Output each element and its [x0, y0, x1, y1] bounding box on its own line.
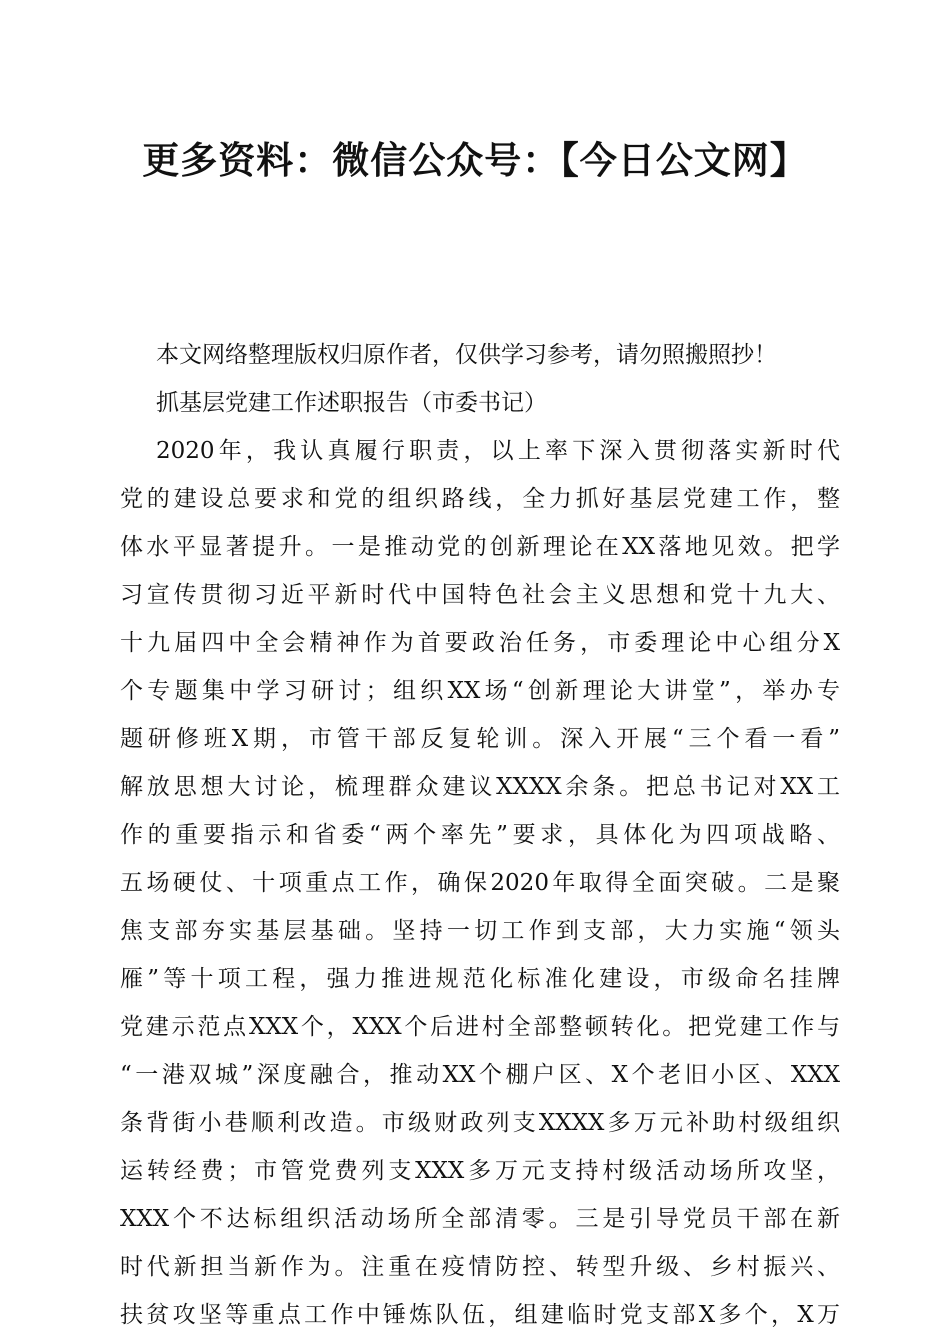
body-line: 党建示范点XXX个，XXX个后进村全部整顿转化。把党建工作与	[120, 1014, 840, 1040]
body-line: 个专题集中学习研讨；组织XX场“创新理论大讲堂”，举办专	[120, 678, 840, 704]
body-line: 运转经费；市管党费列支XXX多万元支持村级活动场所攻坚，	[120, 1158, 840, 1184]
body-line: 党的建设总要求和党的组织路线，全力抓好基层党建工作，整	[120, 486, 840, 512]
body-line: 体水平显著提升。一是推动党的创新理论在XX落地见效。把学	[120, 534, 840, 560]
report-subtitle: 抓基层党建工作述职报告（市委书记）	[156, 390, 547, 416]
body-line: 解放思想大讨论，梳理群众建议XXXX余条。把总书记对XX工	[120, 774, 840, 800]
body-line: 五场硬仗、十项重点工作，确保2020年取得全面突破。二是聚	[120, 870, 840, 896]
body-line: 2020年，我认真履行职责，以上率下深入贯彻落实新时代	[156, 438, 840, 464]
body-line: “一港双城”深度融合，推动XX个棚户区、X个老旧小区、XXX	[120, 1062, 840, 1088]
body-line: 十九届四中全会精神作为首要政治任务，市委理论中心组分X	[120, 630, 840, 656]
body-line: 焦支部夯实基层基础。坚持一切工作到支部，大力实施“领头	[120, 918, 840, 944]
body-line: 时代新担当新作为。注重在疫情防控、转型升级、乡村振兴、	[120, 1254, 840, 1280]
document-heading: 更多资料：微信公众号：【今日公文网】	[142, 138, 808, 182]
body-line: 题研修班X期，市管干部反复轮训。深入开展“三个看一看”	[120, 726, 840, 752]
notice-line: 本文网络整理版权归原作者，仅供学习参考，请勿照搬照抄！	[156, 342, 777, 368]
body-line: 扶贫攻坚等重点工作中锤炼队伍，组建临时党支部X多个，X万	[120, 1302, 840, 1328]
body-line: XXX个不达标组织活动场所全部清零。三是引导党员干部在新	[120, 1206, 840, 1232]
body-line: 作的重要指示和省委“两个率先”要求，具体化为四项战略、	[120, 822, 840, 848]
body-line: 条背街小巷顺利改造。市级财政列支XXXX多万元补助村级组织	[120, 1110, 840, 1136]
body-line: 雁”等十项工程，强力推进规范化标准化建设，市级命名挂牌	[120, 966, 840, 992]
body-line: 习宣传贯彻习近平新时代中国特色社会主义思想和党十九大、	[120, 582, 840, 608]
